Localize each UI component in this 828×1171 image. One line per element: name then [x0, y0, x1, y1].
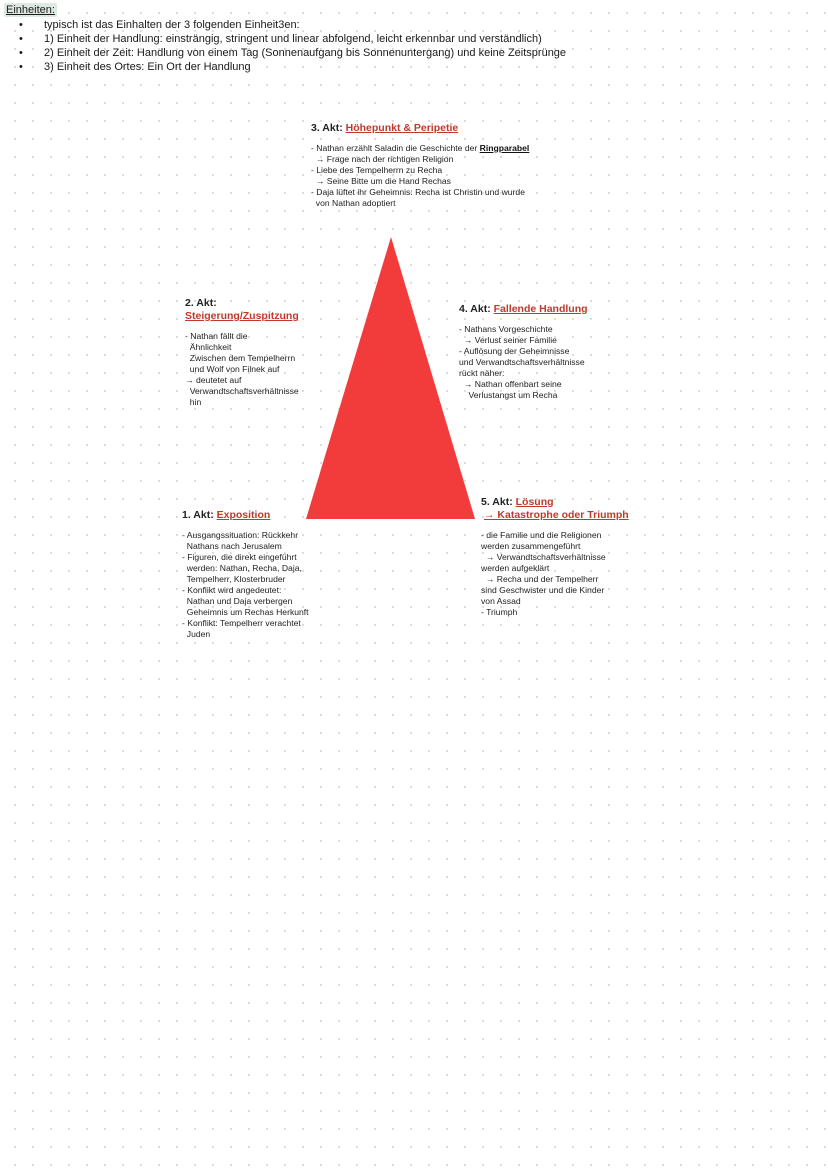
act-1-block: [182, 509, 342, 640]
ringparabel-term: Ringparabel: [479, 143, 530, 153]
bullet-icon: •: [19, 61, 23, 73]
act-2-title: 2. Akt: Steigerung/Zuspitzung: [185, 297, 299, 322]
list-item: • 3) Einheit des Ortes: Ein Ort der Handlung: [19, 61, 251, 73]
act-3-block: [311, 122, 581, 209]
act-4-body: - Nathans Vorgeschichte → Verlust seiner Familie - Auflösung der Geheimnisse und Verwandtschaftsverhältnisse rückt näher: → Nathan offenbart seine Verlustangst um Recha: [459, 324, 585, 400]
act-3-body: - Nathan erzählt Saladin die Geschichte der Ringparabel → Frage nach der richtigen Religion - Liebe des Tempelherrn zu Recha → Seine Bitte um die Hand Rechas - Daja lüftet ihr Geheimnis: Recha ist Christin und wurde von Nathan adoptiert: [311, 143, 530, 208]
act-5-body: - die Familie und die Religionen werden zusammengeführt → Verwandtschaftsverhältnisse werden aufgeklärt → Recha und der Tempelherr sind Geschwister und die Kinder von Assad - Triumph: [481, 530, 606, 617]
act-2-block: [185, 297, 335, 408]
act-5-subtitle: → Katastrophe oder Triumph: [484, 509, 629, 521]
act-4-block: [459, 303, 639, 401]
act-1-body: - Ausgangssituation: Rückkehr Nathans nach Jerusalem - Figuren, die direkt eingeführt werden: Nathan, Recha, Daja, Tempelherr, Klosterbruder - Konflikt wird angedeutet: Nathan und Daja verbergen Geheimnis um Rechas Herkunft - Konflikt: Tempelherr verachtet Juden: [182, 530, 309, 639]
act-5-title: 5. Akt: Lösung → Katastrophe oder Triumph: [481, 496, 671, 522]
act-2-body: - Nathan fällt die Ähnlichkeit Zwischen dem Tempelherrn und Wolf von Filnek auf → deutetet auf Verwandtschaftsverhältnisse hin: [185, 331, 299, 407]
act-1-title: 1. Akt: Exposition: [182, 509, 271, 521]
bullet-icon: •: [19, 33, 23, 45]
list-item: • 2) Einheit der Zeit: Handlung von einem Tag (Sonnenaufgang bis Sonnenuntergang) und keine Zeitsprünge: [19, 47, 567, 59]
act-3-title: 3. Akt: Höhepunkt & Peripetie: [311, 122, 459, 134]
bullet-icon: •: [19, 47, 23, 59]
act-5-block: [481, 496, 671, 618]
bullet-icon: •: [19, 19, 23, 31]
act-4-title: 4. Akt: Fallende Handlung: [459, 303, 588, 315]
units-heading: Einheiten:: [6, 4, 55, 16]
list-item: • typisch ist das Einhalten der 3 folgenden Einheit3en:: [19, 19, 300, 31]
list-item: • 1) Einheit der Handlung: einsträngig, stringent und linear abfolgend, leicht erkennbar und verständlich): [19, 33, 542, 45]
